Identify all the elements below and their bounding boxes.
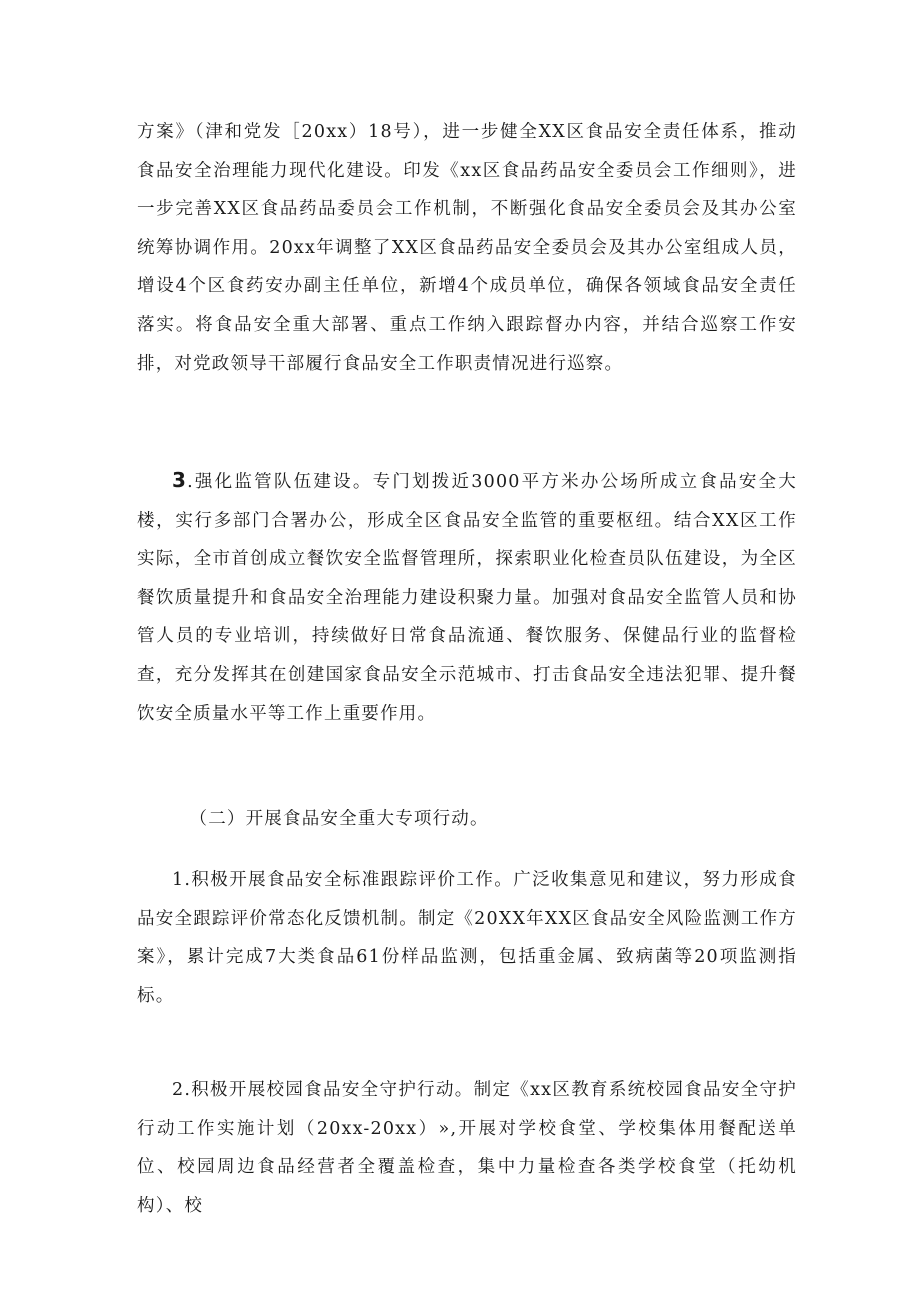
item-number-3: 3 [172, 468, 188, 492]
paragraph-standard-tracking-evaluation: 1.积极开展食品安全标准跟踪评价工作。广泛收集意见和建议，努力形成食品安全跟踪评价常态化反馈机制。制定《20XX年XX区食品安全风险监测工作方案》，累计完成7大类食品61份样品监测，包括重金属、致病菌等20项监测指标。 [137, 870, 797, 1006]
paragraph-supervision-team [137, 461, 797, 733]
paragraph-campus-food-safety: 2.积极开展校园食品安全守护行动。制定《xx区教育系统校园食品安全守护行动工作实施计划（20xx-20xx）»,开展对学校食堂、学校集体用餐配送单位、校园周边食品经营者全覆盖检查，集中力量检查各类学校食堂（托幼机构）、校 [137, 1080, 797, 1216]
section-heading-special-actions: （二）开展食品安全重大专项行动。 [189, 809, 489, 829]
paragraph-food-safety-responsibility: 方案》（津和党发［20xx）18号），进一步健全XX区食品安全责任体系，推动食品安全治理能力现代化建设。印发《xx区食品药品安全委员会工作细则》，进一步完善XX区食品药品委员会工作机制，不断强化食品安全委员会及其办公室统筹协调作用。20xx年调整了XX区食品药品安全委员会及其办公室组成人员，增设4个区食药安办副主任单位，新增4个成员单位，确保各领域食品安全责任落实。将食品安全重大部署、重点工作纳入跟踪督办内容，并结合巡察工作安排，对党政领导干部履行食品安全工作职责情况进行巡察。 [137, 122, 797, 374]
paragraph-supervision-team-body: .强化监管队伍建设。专门划拨近3000平方米办公场所成立食品安全大楼，实行多部门合署办公，形成全区食品安全监管的重要枢纽。结合XX区工作实际，全市首创成立餐饮安全监督管理所，探索职业化检查员队伍建设，为全区餐饮质量提升和食品安全治理能力建设积聚力量。加强对食品安全监管人员和协管人员的专业培训，持续做好日常食品流通、餐饮服务、保健品行业的监督检查，充分发挥其在创建国家食品安全示范城市、打击食品安全违法犯罪、提升餐饮安全质量水平等工作上重要作用。 [137, 472, 797, 724]
